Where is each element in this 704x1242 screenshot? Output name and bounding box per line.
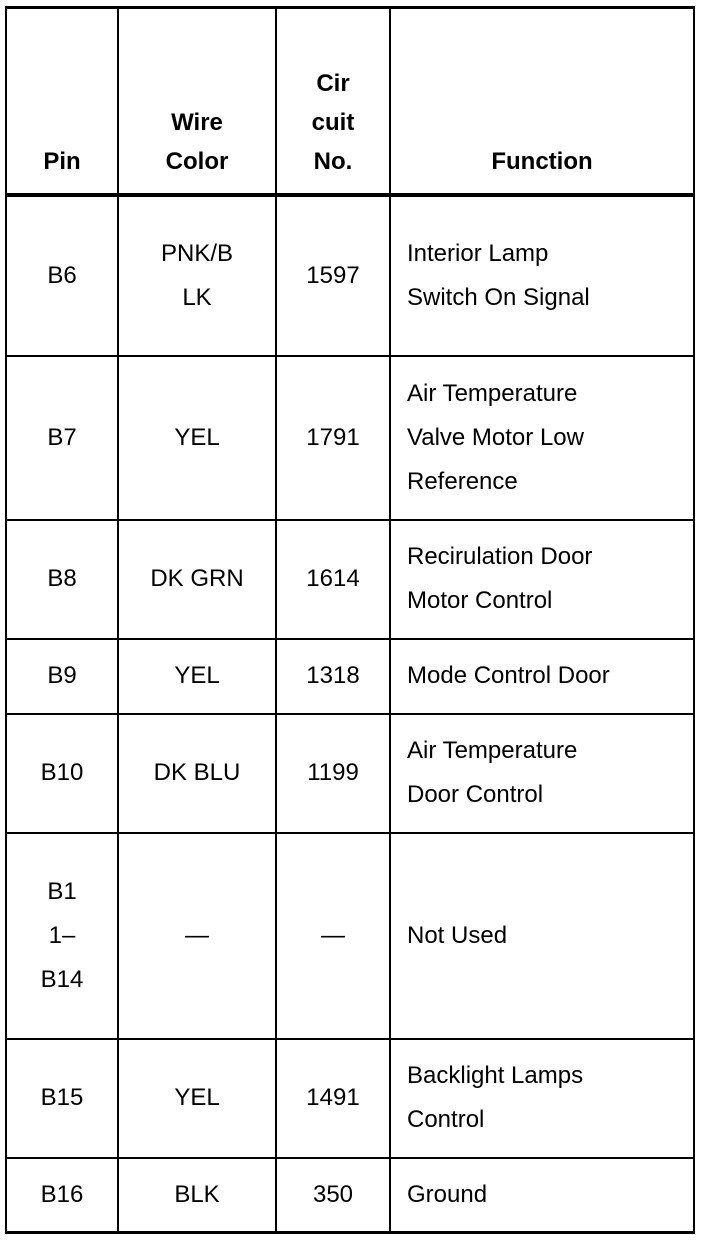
pin-cell-line: B1 xyxy=(47,877,77,905)
pin-cell xyxy=(6,195,118,356)
header-wire-line: Wire xyxy=(171,108,223,136)
pin-cell-line: B8 xyxy=(47,565,77,592)
function-cell xyxy=(390,1158,694,1233)
circuit-number-cell-line: 1614 xyxy=(306,565,360,592)
header-circuit-line: No. xyxy=(313,147,353,175)
circuit-number-cell xyxy=(276,639,390,714)
function-cell-line: Recirulation Door xyxy=(407,543,593,570)
circuit-number-cell xyxy=(276,1158,390,1233)
pin-cell-line: B16 xyxy=(40,1180,84,1208)
circuit-number-cell-line: 1199 xyxy=(307,759,359,786)
function-cell-line: Motor Control xyxy=(407,587,553,614)
wire-color-cell-line: YEL xyxy=(174,423,220,451)
function-cell xyxy=(390,1039,694,1158)
wire-color-cell xyxy=(118,714,276,833)
function-cell xyxy=(390,833,694,1039)
wire-color-cell xyxy=(118,833,276,1039)
circuit-number-cell xyxy=(276,195,390,356)
wire-color-cell xyxy=(118,1039,276,1158)
circuit-number-cell xyxy=(276,714,390,833)
circuit-number-cell xyxy=(276,520,390,639)
function-cell xyxy=(390,714,694,833)
circuit-number-cell xyxy=(276,1039,390,1158)
table-row xyxy=(6,639,694,714)
pin-cell xyxy=(6,1158,118,1233)
wire-color-cell-line: YEL xyxy=(174,1084,220,1111)
connector-pinout-table xyxy=(5,6,695,1234)
circuit-number-cell-line: 1597 xyxy=(306,261,360,289)
header-wire-line: Color xyxy=(165,147,229,175)
circuit-number-cell xyxy=(276,833,390,1039)
wire-color-cell xyxy=(118,356,276,520)
table-row xyxy=(6,714,694,833)
header-circuit-line: Cir xyxy=(316,69,350,97)
table-row xyxy=(6,195,694,356)
function-cell-line: Ground xyxy=(407,1180,488,1208)
table-header xyxy=(6,8,694,195)
function-cell xyxy=(390,520,694,639)
pin-cell-line: B14 xyxy=(40,965,84,993)
pin-cell-line: 1– xyxy=(48,921,76,949)
pin-cell xyxy=(6,1039,118,1158)
function-cell-line: Air Temperature xyxy=(407,379,578,407)
pin-cell-line: B9 xyxy=(47,662,77,689)
wire-color-cell-line: YEL xyxy=(174,662,220,689)
pin-cell xyxy=(6,356,118,520)
wire-color-cell-line: DK BLU xyxy=(153,759,241,786)
header-row xyxy=(6,8,694,195)
wire-color-cell-line: — xyxy=(185,921,209,949)
pin-cell xyxy=(6,520,118,639)
pin-cell-line: B6 xyxy=(47,261,77,289)
function-cell xyxy=(390,195,694,356)
pin-cell xyxy=(6,714,118,833)
pin-cell-line: B10 xyxy=(40,759,84,786)
header-circuit-no xyxy=(276,8,390,195)
function-cell-line: Not Used xyxy=(407,921,508,949)
wire-color-cell xyxy=(118,1158,276,1233)
function-cell-line: Air Temperature xyxy=(407,737,578,764)
header-circuit-line: cuit xyxy=(311,108,355,136)
wire-color-cell-line: LK xyxy=(182,283,212,311)
wire-color-cell-line: PNK/B xyxy=(160,239,234,267)
function-cell-line: Reference xyxy=(407,467,518,495)
wire-color-cell-line: BLK xyxy=(174,1180,220,1208)
wire-color-cell xyxy=(118,639,276,714)
circuit-number-cell-line: 350 xyxy=(312,1180,354,1208)
function-cell-line: Mode Control Door xyxy=(407,662,610,689)
pin-cell xyxy=(6,639,118,714)
table-row xyxy=(6,1158,694,1233)
pin-cell-line: B15 xyxy=(40,1084,84,1111)
function-cell-line: Backlight Lamps xyxy=(407,1062,584,1089)
function-cell-line: Door Control xyxy=(407,781,544,808)
header-function-line: Function xyxy=(491,147,593,175)
circuit-number-cell xyxy=(276,356,390,520)
table-body xyxy=(6,195,694,1233)
header-pin-line: Pin xyxy=(43,147,81,175)
function-cell xyxy=(390,639,694,714)
pin-cell-line: B7 xyxy=(47,423,77,451)
function-cell-line: Valve Motor Low xyxy=(407,423,584,451)
table-row xyxy=(6,356,694,520)
function-cell xyxy=(390,356,694,520)
circuit-number-cell-line: 1318 xyxy=(306,662,360,689)
header-pin xyxy=(6,8,118,195)
function-cell-line: Control xyxy=(407,1106,485,1133)
wire-color-cell-line: DK GRN xyxy=(150,565,244,592)
circuit-number-cell-line: 1491 xyxy=(306,1084,360,1111)
connector-pinout-table-wrapper xyxy=(5,6,695,1234)
header-function xyxy=(390,8,694,195)
function-cell-line: Switch On Signal xyxy=(407,283,590,311)
table-row xyxy=(6,520,694,639)
wire-color-cell xyxy=(118,195,276,356)
table-row xyxy=(6,833,694,1039)
header-wire-color xyxy=(118,8,276,195)
circuit-number-cell-line: 1791 xyxy=(306,423,360,451)
pin-cell xyxy=(6,833,118,1039)
wire-color-cell xyxy=(118,520,276,639)
table-row xyxy=(6,1039,694,1158)
function-cell-line: Interior Lamp xyxy=(407,239,549,267)
circuit-number-cell-line: — xyxy=(321,921,345,949)
